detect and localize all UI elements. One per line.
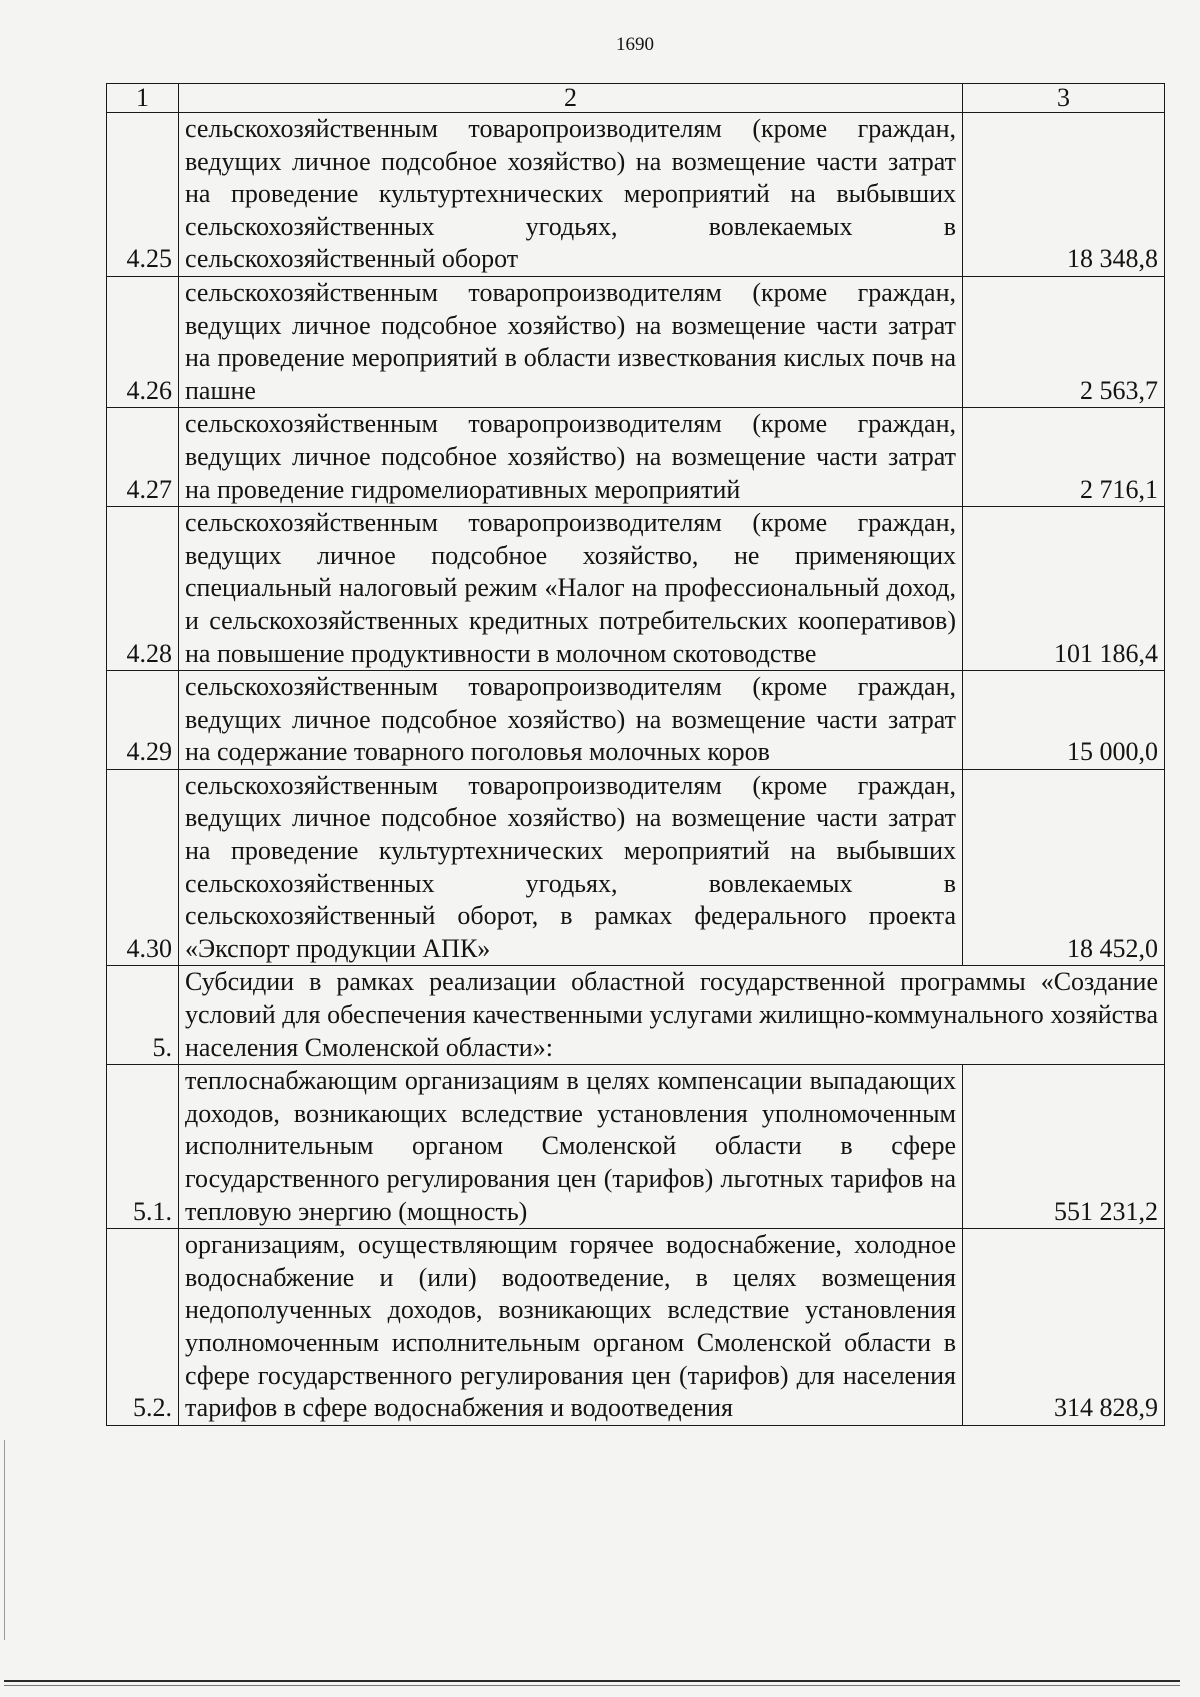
row-amount: 2 563,7: [963, 276, 1165, 407]
column-header-2: 2: [179, 84, 963, 113]
table-row: [107, 671, 1165, 770]
scan-margin-line: [4, 1440, 5, 1640]
table-header-row: [107, 84, 1165, 113]
table-row: [107, 276, 1165, 407]
row-number: 4.26: [107, 276, 179, 407]
section-title: Субсидии в рамках реализации областной государственной программы «Создание условий для обеспечения качественными услугами жилищно-коммунального хозяйства населения Смоленской области»:: [179, 966, 1165, 1065]
row-amount: 18 348,8: [963, 113, 1165, 277]
row-amount: 18 452,0: [963, 769, 1165, 966]
row-description: организациям, осуществляющим горячее водоснабжение, холодное водоснабжение и (или) водоотведение, в целях возмещения недополученных доходов, возникающих вследствие установления уполномоченным исполнительным органом Смоленской области в сфере государственного регулирования цен (тарифов) для населения тарифов в сфере водоснабжения и водоотведения: [179, 1229, 963, 1426]
row-description: сельскохозяйственным товаропроизводителям (кроме граждан, ведущих личное подсобное хозяйство) на возмещение части затрат на проведение мероприятий в области известкования кислых почв на пашне: [179, 276, 963, 407]
table-row: [107, 408, 1165, 507]
row-number: 4.28: [107, 507, 179, 671]
table-row: [107, 1065, 1165, 1229]
row-amount: 15 000,0: [963, 671, 1165, 770]
row-description: сельскохозяйственным товаропроизводителям (кроме граждан, ведущих личное подсобное хозяйство) на возмещение части затрат на проведение гидромелиоративных мероприятий: [179, 408, 963, 507]
page-number: 1690: [616, 34, 654, 55]
row-number: 4.30: [107, 769, 179, 966]
subsidy-table: [106, 83, 1165, 1426]
row-number: 4.29: [107, 671, 179, 770]
row-number: 4.25: [107, 113, 179, 277]
row-amount: 2 716,1: [963, 408, 1165, 507]
section-row: [107, 966, 1165, 1065]
table-row: [107, 769, 1165, 966]
row-description: теплоснабжающим организациям в целях компенсации выпадающих доходов, возникающих вследствие установления уполномоченным исполнительным органом Смоленской области в сфере государственного регулирования цен (тарифов) льготных тарифов на тепловую энергию (мощность): [179, 1065, 963, 1229]
row-description: сельскохозяйственным товаропроизводителям (кроме граждан, ведущих личное подсобное хозяйство) на возмещение части затрат на проведение культуртехнических мероприятий на выбывших сельскохозяйственных угодьях, вовлекаемых в сельскохозяйственный оборот: [179, 113, 963, 277]
row-description: сельскохозяйственным товаропроизводителям (кроме граждан, ведущих личное подсобное хозяйство) на возмещение части затрат на проведение культуртехнических мероприятий на выбывших сельскохозяйственных угодьях, вовлекаемых в сельскохозяйственный оборот, в рамках федерального проекта «Экспорт продукции АПК»: [179, 769, 963, 966]
section-number: 5.: [107, 966, 179, 1065]
row-description: сельскохозяйственным товаропроизводителям (кроме граждан, ведущих личное подсобное хозяйство, не применяющих специальный налоговый режим «Налог на профессиональный доход, и сельскохозяйственных кредитных потребительских кооперативов) на повышение продуктивности в молочном скотоводстве: [179, 507, 963, 671]
row-amount: 101 186,4: [963, 507, 1165, 671]
row-description: сельскохозяйственным товаропроизводителям (кроме граждан, ведущих личное подсобное хозяйство) на возмещение части затрат на содержание товарного поголовья молочных коров: [179, 671, 963, 770]
table-row: [107, 507, 1165, 671]
row-amount: 551 231,2: [963, 1065, 1165, 1229]
table-row: [107, 1229, 1165, 1426]
row-number: 4.27: [107, 408, 179, 507]
row-amount: 314 828,9: [963, 1229, 1165, 1426]
column-header-1: 1: [107, 84, 179, 113]
row-number: 5.1.: [107, 1065, 179, 1229]
table-row: [107, 113, 1165, 277]
bottom-rule: [4, 1680, 1180, 1682]
row-number: 5.2.: [107, 1229, 179, 1426]
bottom-rule-thin: [4, 1685, 1180, 1686]
column-header-3: 3: [963, 84, 1165, 113]
